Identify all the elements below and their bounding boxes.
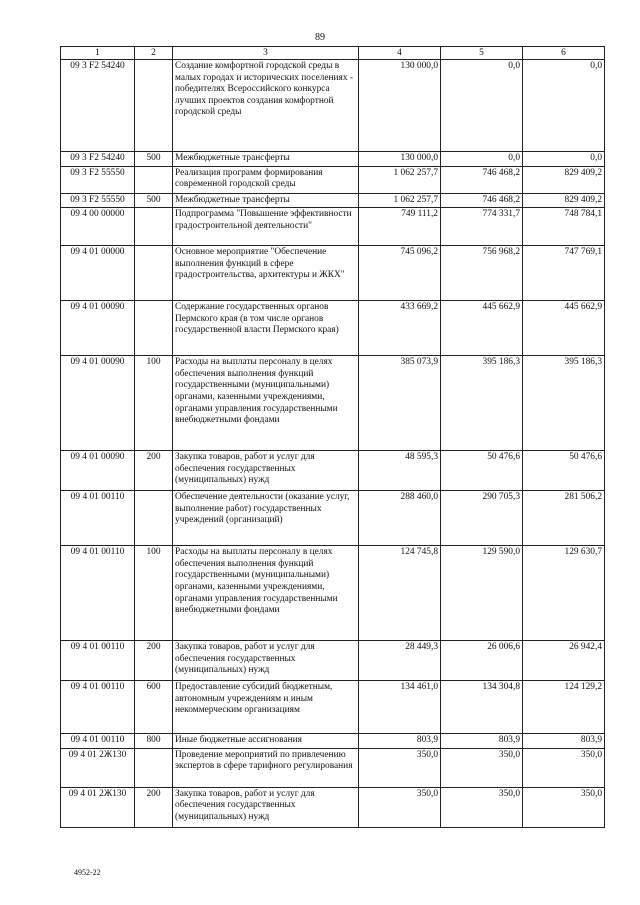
- name-cell: Содержание государственных органов Пермского края (в том числе органов государственной власти Пермского края): [173, 301, 359, 356]
- amount-cell-1: 1 062 257,7: [359, 193, 441, 208]
- name-cell: Основное мероприятие "Обеспечение выполнения функций в сфере градостроительства, архитектуры и ЖКХ": [173, 246, 359, 301]
- amount-cell-3: 350,0: [523, 787, 605, 827]
- amount-cell-2: 756 968,2: [441, 246, 523, 301]
- amount-cell-2: 803,9: [441, 734, 523, 749]
- amount-cell-2: 129 590,0: [441, 546, 523, 641]
- amount-cell-1: 130 000,0: [359, 152, 441, 167]
- amount-cell-3: 0,0: [523, 152, 605, 167]
- column-header-4: 4: [359, 47, 441, 60]
- code-cell: 09 4 01 00110: [61, 734, 135, 749]
- column-header-5: 5: [441, 47, 523, 60]
- code-cell: 09 3 F2 55550: [61, 166, 135, 193]
- amount-cell-3: 829 409,2: [523, 193, 605, 208]
- table-row: [61, 787, 605, 827]
- code-cell: 09 4 01 00090: [61, 356, 135, 451]
- amount-cell-2: 395 186,3: [441, 356, 523, 451]
- amount-cell-1: 385 073,9: [359, 356, 441, 451]
- amount-cell-1: 134 461,0: [359, 681, 441, 734]
- amount-cell-1: 350,0: [359, 787, 441, 827]
- amount-cell-3: 747 769,1: [523, 246, 605, 301]
- expense-type-cell: 200: [135, 451, 173, 491]
- amount-cell-1: 350,0: [359, 748, 441, 787]
- amount-cell-3: 50 476,6: [523, 451, 605, 491]
- name-cell: Расходы на выплаты персоналу в целях обеспечения выполнения функций государственными (муниципальными) органами, казенными учреждениями, органами управления государственными внебюджетными фондами: [173, 356, 359, 451]
- amount-cell-1: 749 111,2: [359, 208, 441, 246]
- expense-type-cell: [135, 208, 173, 246]
- amount-cell-3: 129 630,7: [523, 546, 605, 641]
- name-cell: Межбюджетные трансферты: [173, 193, 359, 208]
- expense-type-cell: [135, 166, 173, 193]
- code-cell: 09 4 00 00000: [61, 208, 135, 246]
- amount-cell-2: 26 006,6: [441, 641, 523, 681]
- expense-type-cell: 500: [135, 193, 173, 208]
- amount-cell-2: 134 304,8: [441, 681, 523, 734]
- table-row: [61, 491, 605, 546]
- name-cell: Иные бюджетные ассигнования: [173, 734, 359, 749]
- expense-type-cell: [135, 301, 173, 356]
- code-cell: 09 4 01 00090: [61, 301, 135, 356]
- amount-cell-3: 395 186,3: [523, 356, 605, 451]
- amount-cell-2: 0,0: [441, 152, 523, 167]
- table-row: [61, 166, 605, 193]
- name-cell: Подпрограмма "Повышение эффективности градостроительной деятельности": [173, 208, 359, 246]
- expense-type-cell: 600: [135, 681, 173, 734]
- amount-cell-3: 26 942,4: [523, 641, 605, 681]
- table-row: [61, 152, 605, 167]
- table-row: [61, 641, 605, 681]
- amount-cell-3: 281 506,2: [523, 491, 605, 546]
- table-row: [61, 546, 605, 641]
- name-cell: Создание комфортной городской среды в малых городах и исторических поселениях - победителях Всероссийского конкурса лучших проектов создания комфортной городской среды: [173, 60, 359, 152]
- amount-cell-2: 774 331,7: [441, 208, 523, 246]
- amount-cell-1: 130 000,0: [359, 60, 441, 152]
- amount-cell-1: 745 096,2: [359, 246, 441, 301]
- code-cell: 09 4 01 2Ж130: [61, 787, 135, 827]
- amount-cell-1: 124 745,8: [359, 546, 441, 641]
- column-header-2: 2: [135, 47, 173, 60]
- amount-cell-3: 0,0: [523, 60, 605, 152]
- table-header-row: [61, 47, 605, 60]
- expense-type-cell: [135, 246, 173, 301]
- code-cell: 09 4 01 00090: [61, 451, 135, 491]
- expense-type-cell: [135, 60, 173, 152]
- expense-type-cell: 100: [135, 546, 173, 641]
- amount-cell-1: 803,9: [359, 734, 441, 749]
- table-row: [61, 356, 605, 451]
- amount-cell-2: 290 705,3: [441, 491, 523, 546]
- amount-cell-3: 350,0: [523, 748, 605, 787]
- table-row: [61, 734, 605, 749]
- table-row: [61, 748, 605, 787]
- table-row: [61, 246, 605, 301]
- amount-cell-3: 445 662,9: [523, 301, 605, 356]
- expense-type-cell: 800: [135, 734, 173, 749]
- table-row: [61, 208, 605, 246]
- amount-cell-3: 748 784,1: [523, 208, 605, 246]
- code-cell: 09 3 F2 54240: [61, 60, 135, 152]
- column-header-3: 3: [173, 47, 359, 60]
- amount-cell-2: 0,0: [441, 60, 523, 152]
- amount-cell-1: 1 062 257,7: [359, 166, 441, 193]
- amount-cell-2: 445 662,9: [441, 301, 523, 356]
- table-row: [61, 193, 605, 208]
- expense-type-cell: [135, 748, 173, 787]
- table-row: [61, 301, 605, 356]
- expense-type-cell: 200: [135, 641, 173, 681]
- footer-document-code: 4952-22: [74, 868, 101, 877]
- page-number: 89: [315, 32, 325, 43]
- code-cell: 09 4 01 2Ж130: [61, 748, 135, 787]
- table-row: [61, 681, 605, 734]
- code-cell: 09 3 F2 55550: [61, 193, 135, 208]
- code-cell: 09 4 01 00110: [61, 681, 135, 734]
- name-cell: Расходы на выплаты персоналу в целях обеспечения выполнения функций государственными (муниципальными) органами, казенными учреждениями, органами управления государственными внебюджетными фондами: [173, 546, 359, 641]
- code-cell: 09 4 01 00110: [61, 641, 135, 681]
- amount-cell-1: 48 595,3: [359, 451, 441, 491]
- name-cell: Закупка товаров, работ и услуг для обеспечения государственных (муниципальных) нужд: [173, 641, 359, 681]
- amount-cell-2: 350,0: [441, 748, 523, 787]
- amount-cell-1: 288 460,0: [359, 491, 441, 546]
- amount-cell-2: 746 468,2: [441, 166, 523, 193]
- name-cell: Закупка товаров, работ и услуг для обеспечения государственных (муниципальных) нужд: [173, 787, 359, 827]
- code-cell: 09 4 01 00110: [61, 491, 135, 546]
- expense-type-cell: 100: [135, 356, 173, 451]
- expense-type-cell: 200: [135, 787, 173, 827]
- amount-cell-3: 829 409,2: [523, 166, 605, 193]
- expense-type-cell: [135, 491, 173, 546]
- amount-cell-1: 433 669,2: [359, 301, 441, 356]
- budget-table: [60, 46, 605, 828]
- amount-cell-2: 50 476,6: [441, 451, 523, 491]
- amount-cell-1: 28 449,3: [359, 641, 441, 681]
- table-row: [61, 60, 605, 152]
- column-header-1: 1: [61, 47, 135, 60]
- name-cell: Предоставление субсидий бюджетным, автономным учреждениям и иным некоммерческим организациям: [173, 681, 359, 734]
- name-cell: Закупка товаров, работ и услуг для обеспечения государственных (муниципальных) нужд: [173, 451, 359, 491]
- name-cell: Реализация программ формирования современной городской среды: [173, 166, 359, 193]
- expense-type-cell: 500: [135, 152, 173, 167]
- column-header-6: 6: [523, 47, 605, 60]
- code-cell: 09 4 01 00110: [61, 546, 135, 641]
- amount-cell-2: 350,0: [441, 787, 523, 827]
- name-cell: Проведение мероприятий по привлечению экспертов в сфере тарифного регулирования: [173, 748, 359, 787]
- table-row: [61, 451, 605, 491]
- amount-cell-3: 803,9: [523, 734, 605, 749]
- name-cell: Межбюджетные трансферты: [173, 152, 359, 167]
- name-cell: Обеспечение деятельности (оказание услуг, выполнение работ) государственных учреждений (организаций): [173, 491, 359, 546]
- amount-cell-3: 124 129,2: [523, 681, 605, 734]
- amount-cell-2: 746 468,2: [441, 193, 523, 208]
- code-cell: 09 3 F2 54240: [61, 152, 135, 167]
- code-cell: 09 4 01 00000: [61, 246, 135, 301]
